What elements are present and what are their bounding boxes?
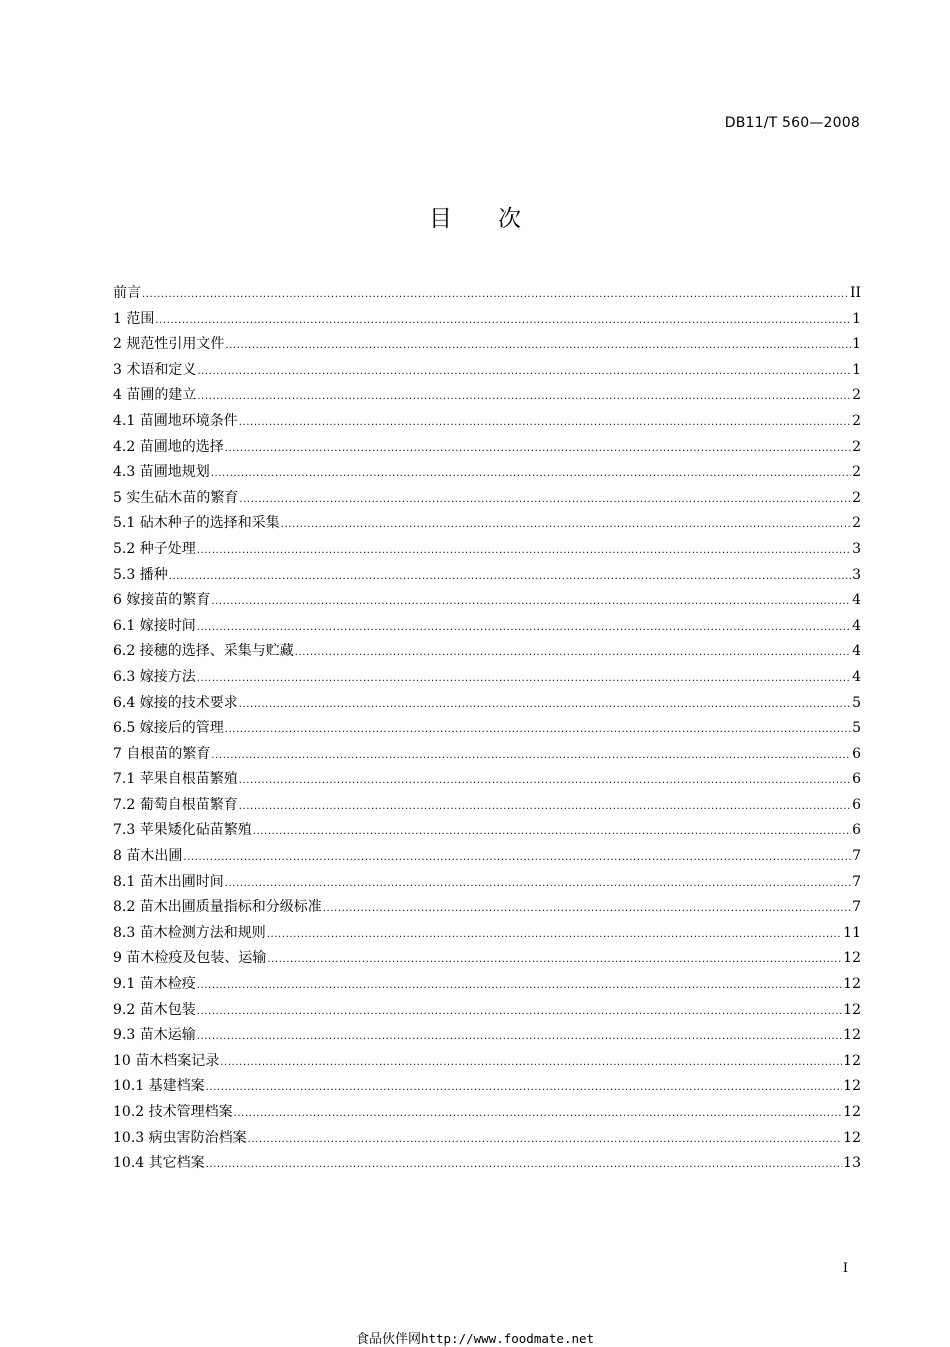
toc-dot-leader: [248, 1127, 843, 1153]
toc-dot-leader: [197, 384, 851, 410]
toc-entry-label: 10.1 基建档案: [113, 1078, 205, 1095]
toc-entry-label: 8.3 苗木检测方法和规则: [113, 924, 266, 941]
footer-site-name: 食品伙伴网: [355, 1332, 421, 1347]
footer: [0, 1328, 950, 1347]
toc-entry-page: 4: [852, 643, 861, 660]
toc-entry-label: 7.3 苹果矮化砧苗繁殖: [113, 822, 252, 839]
table-of-contents: [113, 281, 861, 1177]
toc-entry-page: 12: [843, 950, 861, 967]
toc-entry[interactable]: [113, 767, 861, 793]
toc-entry-label: 9 苗木检疫及包装、运输: [113, 950, 267, 967]
toc-entry-label: 4.1 苗圃地环境条件: [113, 412, 238, 429]
toc-dot-leader: [239, 768, 851, 794]
page-number: I: [842, 1261, 848, 1276]
toc-entry-page: 2: [852, 387, 861, 404]
toc-dot-leader: [220, 1050, 842, 1076]
toc-entry-label: 7.2 葡萄自根苗繁育: [113, 796, 238, 813]
toc-entry[interactable]: [113, 639, 861, 665]
toc-entry-label: 5.1 砧木种子的选择和采集: [113, 515, 280, 532]
toc-entry-page: 3: [852, 566, 861, 583]
toc-entry-page: II: [849, 285, 861, 301]
toc-entry-page: 3: [852, 540, 861, 557]
toc-entry[interactable]: [113, 691, 861, 717]
toc-entry-page: 12: [843, 1027, 861, 1044]
toc-entry-page: 2: [852, 489, 861, 506]
toc-entry-page: 6: [852, 771, 861, 788]
toc-entry[interactable]: [113, 511, 861, 537]
toc-dot-leader: [183, 845, 851, 871]
toc-dot-leader: [323, 896, 851, 922]
toc-dot-leader: [206, 1152, 843, 1178]
footer-url-link[interactable]: http://www.foodmate.net: [420, 1331, 595, 1346]
toc-dot-leader: [197, 359, 851, 385]
toc-entry-page: 6: [852, 745, 861, 762]
toc-entry[interactable]: [113, 716, 861, 742]
toc-entry[interactable]: [113, 460, 861, 486]
toc-entry-label: 2 规范性引用文件: [113, 336, 225, 353]
toc-entry-label: 10.2 技术管理档案: [113, 1104, 233, 1120]
toc-entry-label: 10 苗木档案记录: [113, 1052, 220, 1069]
toc-entry[interactable]: [113, 281, 861, 307]
toc-dot-leader: [197, 615, 851, 641]
toc-title: 目 次: [429, 206, 521, 232]
toc-entry[interactable]: [113, 665, 861, 691]
toc-entry[interactable]: [113, 1126, 861, 1152]
toc-entry[interactable]: [113, 307, 861, 333]
toc-dot-leader: [197, 538, 851, 564]
toc-entry-label: 9.2 苗木包装: [113, 1001, 196, 1018]
toc-dot-leader: [281, 512, 851, 538]
toc-entry-page: 5: [852, 694, 861, 711]
toc-dot-leader: [197, 666, 851, 692]
toc-entry-label: 6.2 接穗的选择、采集与贮藏: [113, 643, 294, 660]
toc-entry-label: 4.2 苗圃地的选择: [113, 438, 224, 455]
toc-dot-leader: [211, 461, 851, 487]
toc-entry[interactable]: [113, 870, 861, 896]
toc-entry-label: 6 嫁接苗的繁育: [113, 592, 211, 609]
toc-dot-leader: [225, 717, 851, 743]
toc-dot-leader: [267, 922, 842, 948]
toc-entry-page: 4: [852, 617, 861, 634]
toc-entry-label: 6.5 嫁接后的管理: [113, 720, 224, 737]
toc-entry-page: 7: [852, 899, 861, 916]
toc-entry-label: 8.2 苗木出圃质量指标和分级标准: [113, 899, 322, 916]
toc-dot-leader: [155, 308, 851, 334]
toc-entry[interactable]: [113, 793, 861, 819]
toc-entry[interactable]: [113, 383, 861, 409]
toc-entry-page: 12: [843, 976, 861, 993]
toc-entry[interactable]: [113, 946, 861, 972]
toc-entry-page: 12: [843, 1129, 861, 1146]
toc-entry-page: 1: [852, 336, 861, 353]
toc-entry[interactable]: [113, 1049, 861, 1075]
toc-entry-label: 7 自根苗的繁育: [113, 745, 211, 762]
toc-entry[interactable]: [113, 409, 861, 435]
toc-entry-label: 1 范围: [113, 310, 155, 327]
toc-entry-page: 2: [852, 515, 861, 532]
toc-entry[interactable]: [113, 844, 861, 870]
toc-entry-label: 8.1 苗木出圃时间: [113, 873, 224, 890]
toc-entry-page: 12: [843, 1104, 861, 1120]
toc-entry-label: 6.4 嫁接的技术要求: [113, 694, 238, 711]
toc-dot-leader: [197, 973, 842, 999]
toc-entry-page: 2: [852, 438, 861, 455]
toc-entry-page: 12: [843, 1001, 861, 1018]
toc-dot-leader: [295, 640, 851, 666]
toc-entry-page: 7: [852, 873, 861, 890]
toc-dot-leader: [239, 410, 851, 436]
toc-entry-label: 6.1 嫁接时间: [113, 617, 196, 634]
toc-entry-page: 11: [843, 924, 861, 941]
toc-entry[interactable]: [113, 742, 861, 768]
toc-entry-page: 2: [852, 464, 861, 481]
toc-entry[interactable]: [113, 921, 861, 947]
toc-entry[interactable]: [113, 1074, 861, 1100]
toc-entry[interactable]: [113, 358, 861, 384]
toc-entry-page: 5: [852, 720, 861, 737]
toc-entry[interactable]: [113, 563, 861, 589]
toc-entry[interactable]: [113, 1023, 861, 1049]
toc-entry[interactable]: [113, 435, 861, 461]
toc-entry-label: 4.3 苗圃地规划: [113, 464, 210, 481]
toc-entry-page: 4: [852, 592, 861, 609]
toc-entry-page: 1: [852, 310, 861, 327]
toc-entry[interactable]: [113, 588, 861, 614]
toc-entry[interactable]: [113, 486, 861, 512]
toc-entry-label: 5.3 播种: [113, 566, 168, 583]
toc-dot-leader: [225, 871, 851, 897]
toc-dot-leader: [253, 819, 851, 845]
toc-entry-label: 前言: [113, 285, 141, 301]
toc-entry-label: 5 实生砧木苗的繁育: [113, 489, 239, 506]
toc-entry-page: 6: [852, 822, 861, 839]
toc-entry-label: 7.1 苹果自根苗繁殖: [113, 771, 238, 788]
toc-dot-leader: [225, 333, 851, 359]
toc-entry[interactable]: [113, 972, 861, 998]
toc-entry[interactable]: [113, 332, 861, 358]
toc-entry-label: 4 苗圃的建立: [113, 387, 197, 404]
toc-dot-leader: [225, 436, 851, 462]
toc-dot-leader: [239, 692, 851, 718]
toc-entry-label: 8 苗木出圃: [113, 848, 183, 865]
toc-dot-leader: [234, 1101, 843, 1127]
toc-entry-page: 6: [852, 796, 861, 813]
toc-dot-leader: [267, 947, 842, 973]
toc-entry[interactable]: [113, 998, 861, 1024]
toc-entry-label: 6.3 嫁接方法: [113, 668, 196, 685]
document-code: DB11/T 560—2008: [724, 115, 860, 131]
toc-dot-leader: [169, 564, 851, 590]
toc-entry[interactable]: [113, 895, 861, 921]
toc-entry[interactable]: [113, 1151, 861, 1177]
toc-entry-page: 1: [852, 361, 861, 378]
toc-dot-leader: [142, 282, 849, 308]
toc-dot-leader: [239, 794, 851, 820]
toc-dot-leader: [211, 589, 851, 615]
toc-entry[interactable]: [113, 818, 861, 844]
toc-entry-page: 13: [843, 1155, 861, 1172]
toc-entry[interactable]: [113, 1100, 861, 1126]
toc-entry-page: 2: [852, 412, 861, 429]
toc-entry-label: 5.2 种子处理: [113, 540, 196, 557]
toc-entry-page: 7: [852, 848, 861, 865]
toc-entry-label: 10.4 其它档案: [113, 1155, 205, 1172]
toc-entry-label: 10.3 病虫害防治档案: [113, 1129, 247, 1146]
toc-dot-leader: [197, 1024, 842, 1050]
toc-dot-leader: [211, 743, 851, 769]
toc-dot-leader: [206, 1075, 843, 1101]
toc-entry-label: 3 术语和定义: [113, 361, 197, 378]
toc-dot-leader: [239, 487, 851, 513]
toc-entry-page: 4: [852, 668, 861, 685]
toc-entry[interactable]: [113, 537, 861, 563]
toc-entry[interactable]: [113, 614, 861, 640]
toc-entry-label: 9.3 苗木运输: [113, 1027, 196, 1044]
toc-entry-label: 9.1 苗木检疫: [113, 976, 196, 993]
toc-entry-page: 12: [843, 1078, 861, 1095]
toc-dot-leader: [197, 999, 842, 1025]
toc-entry-page: 12: [843, 1052, 861, 1069]
